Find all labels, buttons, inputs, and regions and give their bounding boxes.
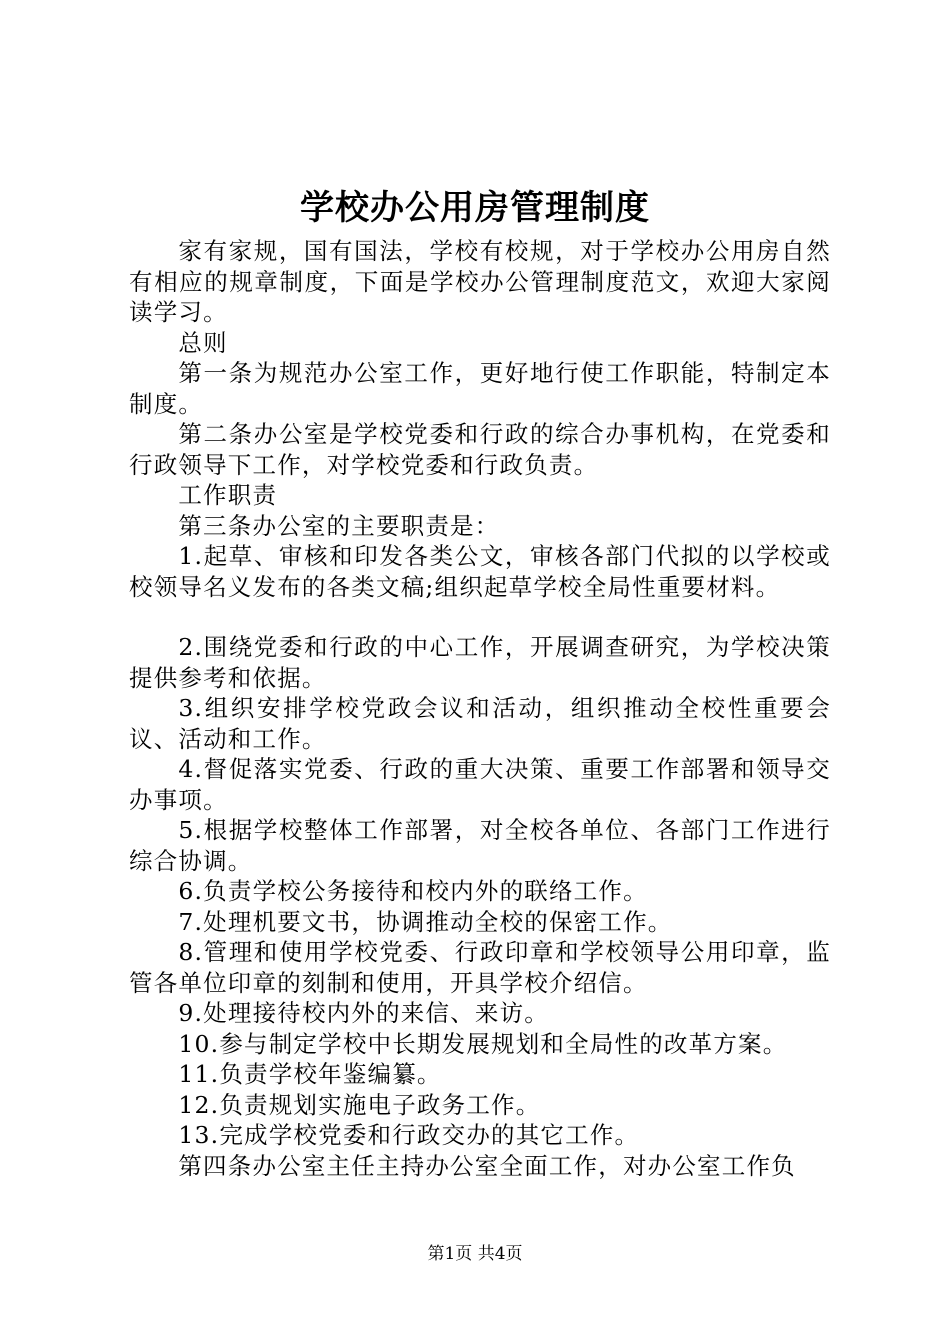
article-2: 第二条办公室是学校党委和行政的综合办事机构，在党委和行政领导下工作，对学校党委和行政负责。 <box>129 420 831 479</box>
duty-item-10: 10.参与制定学校中长期发展规划和全局性的改革方案。 <box>178 1029 788 1058</box>
duty-item-11: 11.负责学校年鉴编纂。 <box>178 1060 442 1088</box>
duty-item-3: 3.组织安排学校党政会议和活动，组织推动全校性重要会议、活动和工作。 <box>129 694 831 753</box>
duty-item-7: 7.处理机要文书，协调推动全校的保密工作。 <box>178 907 673 936</box>
article-4: 第四条办公室主任主持办公室全面工作，对办公室工作负 <box>178 1151 796 1180</box>
duty-item-4: 4.督促落实党委、行政的重大决策、重要工作部署和领导交办事项。 <box>129 755 831 814</box>
section-heading-general: 总则 <box>178 328 228 357</box>
duty-item-5: 5.根据学校整体工作部署，对全校各单位、各部门工作进行综合协调。 <box>129 816 831 875</box>
intro-paragraph: 家有家规，国有国法，学校有校规，对于学校办公用房自然有相应的规章制度，下面是学校办公管理制度范文，欢迎大家阅读学习。 <box>129 237 831 326</box>
duty-item-8: 8.管理和使用学校党委、行政印章和学校领导公用印章，监管各单位印章的刻制和使用，开具学校介绍信。 <box>129 938 831 997</box>
article-3: 第三条办公室的主要职责是： <box>178 511 500 540</box>
duty-item-6: 6.负责学校公务接待和校内外的联络工作。 <box>178 877 648 905</box>
duty-item-9: 9.处理接待校内外的来信、来访。 <box>178 999 549 1027</box>
duty-item-13: 13.完成学校党委和行政交办的其它工作。 <box>178 1121 640 1149</box>
section-heading-duties: 工作职责 <box>178 481 278 509</box>
document-title: 学校办公用房管理制度 <box>300 188 650 228</box>
article-1: 第一条为规范办公室工作，更好地行使工作职能，特制定本制度。 <box>129 359 831 418</box>
document-body <box>129 236 831 1181</box>
duty-item-1: 1.起草、审核和印发各类公文，审核各部门代拟的以学校或校领导名义发布的各类文稿;组织起草学校全局性重要材料。 <box>129 542 831 601</box>
duty-item-2: 2.围绕党委和行政的中心工作，开展调查研究，为学校决策提供参考和依据。 <box>129 633 831 692</box>
duty-item-12: 12.负责规划实施电子政务工作。 <box>178 1090 541 1119</box>
page-number-footer: 第1页 共4页 <box>427 1244 523 1264</box>
